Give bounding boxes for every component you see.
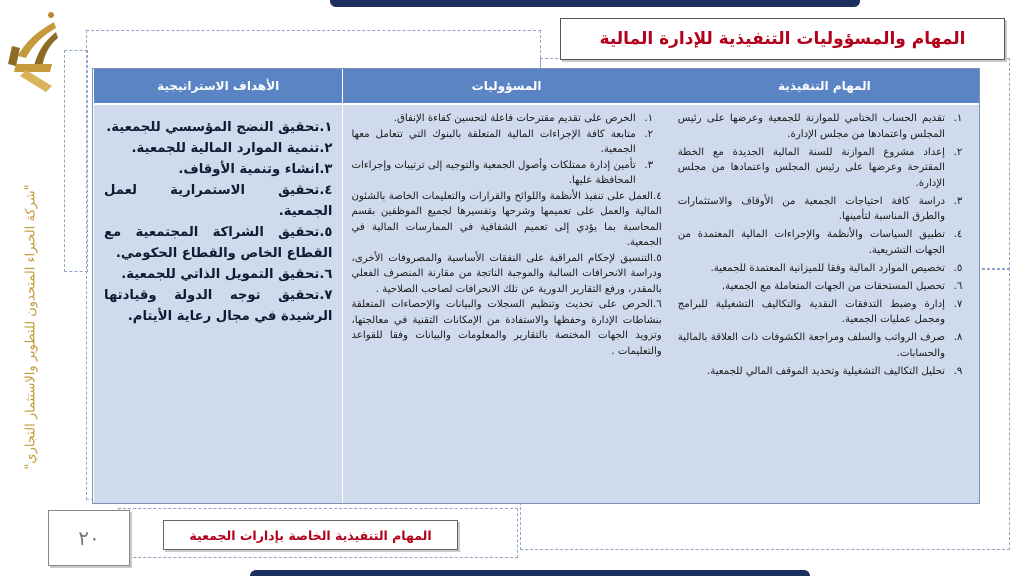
item-number: ٨. — [953, 332, 963, 343]
item-text: الحرص على تقديم مقترحات فاعلة لتحسين كفاءة الإنفاق. — [393, 113, 636, 124]
goal-item: ٤.تحقيق الاستمرارية لعمل الجمعية. — [104, 183, 333, 219]
responsibilities-column — [342, 69, 669, 503]
goals-header: الأهداف الاستراتيجية — [94, 69, 342, 105]
task-item — [678, 297, 971, 328]
title-box — [560, 18, 1005, 60]
dashed-frame-left — [64, 50, 88, 272]
responsibility-item — [351, 158, 661, 189]
item-text: تحصيل المستحقات من الجهات المتعاملة مع الجمعية. — [721, 280, 945, 292]
goal-item: ٣.انشاء وتنمية الأوقاف. — [178, 162, 333, 177]
item-text: دراسة كافة احتياجات الجمعية من الأوقاف والاستثمارات والطرق المناسبة لتأمينها. — [677, 195, 945, 222]
task-item — [678, 194, 971, 225]
item-number: ٢. — [953, 146, 963, 158]
item-text: ٥.التنسيق لإحكام المراقبة على النفقات الأساسية والمصروفات الأخرى، ودراسة الانحرافات السالبة والموجبة الناتجة من مقارنة المنصرف الفعلي بالمقدر، ورفع التقارير الدورية عن تلك الانحرافات لصاحب الصلاحية . — [351, 252, 662, 295]
item-text: تقديم الحساب الختامي للموازنة للجمعية وعرضها على رئيس المجلس واعتمادها من مجلس الإدارة. — [677, 113, 945, 140]
tasks-header: المهام التنفيذية — [670, 69, 979, 105]
item-text: صرف الرواتب والسلف ومراجعة الكشوفات ذات العلاقة بالمالية والحسابات. — [677, 332, 945, 359]
company-name-vertical — [16, 92, 46, 562]
goal-item: ١.تحقيق النضج المؤسسي للجمعية. — [106, 120, 333, 135]
task-item — [678, 227, 971, 258]
task-item — [678, 364, 971, 380]
item-number: ١. — [953, 113, 963, 124]
item-text: ٦.الحرص على تحديث وتنظيم السجلات والبيانات والإحصاءات المتعلقة بنشاطات الإدارة وحفظها والاستفادة من الإمكانات التقنية في معالجتها، وتزويد الجهات المختصة بالتقارير والمعلومات والبيانات وفقا للقواعد والتعليمات . — [351, 299, 662, 357]
task-item — [678, 330, 971, 361]
responsibilities-cell — [343, 105, 669, 503]
item-number: ٢. — [644, 128, 654, 140]
task-item — [678, 145, 971, 192]
task-item — [678, 279, 971, 295]
item-number: ٤. — [953, 229, 963, 240]
page-number-box — [48, 510, 130, 566]
goal-item: ٢.تنمية الموارد المالية للجمعية. — [131, 141, 333, 156]
responsibilities-header: المسؤوليات — [343, 69, 669, 105]
logo-star-icon — [48, 12, 54, 18]
item-number: ٩. — [953, 365, 963, 377]
responsibility-item — [351, 297, 661, 359]
goal-item: ٧.تحقيق توجه الدولة وقيادتها الرشيدة في مجال رعاية الأيتام. — [104, 288, 333, 324]
goals-column — [93, 69, 342, 503]
task-item — [678, 261, 971, 277]
responsibility-item — [351, 189, 661, 251]
item-text: إعداد مشروع الموازنة للسنة المالية الجديدة مع الخطة المقترحة وعرضها على رئيس المجلس واعتمادها من مجلس الإدارة. — [677, 146, 945, 189]
item-text: تحليل التكاليف التشغيلية وتحديد الموقف المالي للجمعية. — [707, 365, 945, 377]
responsibilities-table — [92, 68, 980, 504]
company-logo — [6, 6, 64, 94]
goal-item: ٦.تحقيق التمويل الذاتي للجمعية. — [121, 267, 333, 282]
item-number: ٦. — [953, 280, 963, 292]
item-number: ٣. — [644, 159, 654, 171]
item-text: تطبيق السياسات والأنظمة والإجراءات المالية المعتمدة من الجهات التشريعية. — [677, 229, 945, 256]
item-text: متابعة كافة الإجراءات المالية المتعلقة بالبنوك التي تتعامل معها الجمعية. — [351, 128, 636, 155]
item-number: ١. — [644, 113, 654, 124]
item-text: ٤.العمل على تنفيذ الأنظمة واللوائح والقرارات والتعليمات الخاصة بالشئون المالية والعمل على تعميمها وشرحها وتفسيرها لجميع الموظفين بقسم المحاسبة بما يؤدي إلى تعميم الشفافية في الممارسات المالية في الجمعية. — [351, 190, 662, 248]
bottom-accent-bar — [250, 570, 810, 576]
footer-label: المهام التنفيذية الخاصة بإدارات الجمعية — [189, 527, 432, 543]
tasks-cell — [670, 105, 979, 503]
footer-label-box — [163, 520, 458, 550]
responsibility-item — [351, 111, 661, 127]
responsibility-item — [351, 251, 661, 298]
item-number: ٥. — [953, 262, 963, 274]
item-text: تخصيص الموارد المالية وفقا للميزانية المعتمدة للجمعية. — [710, 262, 945, 274]
page-number: ٢٠ — [78, 526, 100, 550]
responsibility-item — [351, 127, 661, 158]
goal-item: ٥.تحقيق الشراكة المجتمعية مع القطاع الخاص والقطاع الحكومي. — [104, 225, 333, 261]
item-text: تأمين إدارة ممتلكات وأصول الجمعية والتوجيه إلى ترتيبات وإجراءات المحافظة عليها. — [351, 159, 636, 186]
page-title: المهام والمسؤوليات التنفيذية للإدارة المالية — [599, 29, 966, 49]
task-item — [678, 111, 971, 142]
goals-cell — [94, 105, 342, 503]
top-accent-bar — [330, 0, 860, 7]
item-text: إدارة وضبط التدفقات النقدية والتكاليف التشغيلية للبرامج ومجمل عمليات الجمعية. — [677, 298, 945, 325]
tasks-column — [670, 69, 979, 503]
company-name-text: "شركة الخبراء المتحدون للتطوير والاستثمار التجاري" — [23, 184, 39, 470]
item-number: ٣. — [953, 195, 963, 207]
item-number: ٧. — [953, 298, 963, 310]
